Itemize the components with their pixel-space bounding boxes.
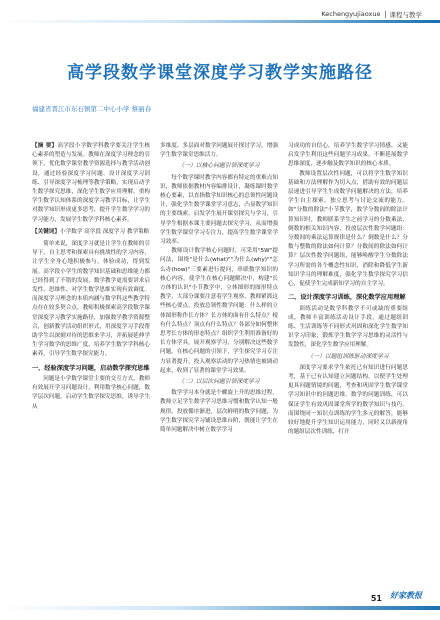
subsection-heading: （一）以题组训练驱动深度学习 — [307, 353, 389, 360]
abstract-text: 高学段小学数学科教学要关注学生核心素养的塑造与发展。教师在深度学习理念的引领下，优化数学课堂教学资源选择与教学活动创设，通过经验深度学习问题、设计深度学习训练、引导深度学习梳理等教学策略，实现启动学生数学探究思维，深化学生数学应用理解，重构学生数学认知体系的深度学习教学目标，让学生对数学知识形成更多思考，提升学生数学学习的学习能力，发展学生数学学科核心素养。 — [32, 143, 150, 223]
right-column — [288, 142, 408, 438]
left-column — [32, 142, 150, 412]
page-footer — [0, 592, 440, 610]
journal-name-cn: 课程与教学 — [389, 10, 422, 19]
abstract — [32, 142, 150, 225]
subsection-heading: （一）以核心问题引领深度学习 — [178, 163, 260, 170]
page-number: 51 — [370, 594, 382, 603]
paragraph: 训练活动是数学科教学不可或缺的重要组成，教师丰富训练活动设计手段，通过题组训练、生活训练等不同形式巩固和深化学生数学知识学习印象，锻炼学生数学学习思维的灵活性与发散性，深化学生数学应用理解。 — [288, 305, 408, 349]
section-heading: 一、经验深度学习问题，启动数学探究思维 — [32, 364, 150, 372]
publisher-logo: 好家教报 — [390, 590, 422, 600]
paragraph: 简单来说，深度学习就是让学生在教师的引导下，自主思考和探索具有挑战性的学习内容，让学生全身心地积极参与，体验成功，得到发展。高学段小学生的数学知识基础和思维能力都已经得到了不错的发展，数学教学更需要讲求启发性、思维性、对学生数学思维实现有效调度。而深度学习理念的本质内涵与数学科这些教学特点存在较多契合点，教师积极探索高学段数学课堂深度学习教学实施路径，加强数学教学资源整合，创新教学活动组织形式，用深度学习手段帮助学生以深刻对待的思维来学习，并拓展延伸学生学习数学的思维广度，培养学生数学学科核心素养，引导学生数学探究能力。 — [32, 241, 150, 358]
journal-name — [321, 10, 422, 19]
keywords — [32, 228, 150, 237]
header-stripe — [0, 20, 440, 23]
section-heading: 二、设计深度学习训练，深化数学应用理解 — [288, 294, 406, 302]
abstract-label: 【摘 要】 — [32, 143, 58, 149]
keywords-label: 【关键词】 — [32, 228, 60, 235]
subsection-heading: （二）以层次问题引领深度学习 — [178, 379, 260, 386]
journal-name-en: Kechengyujiaoxue — [321, 10, 381, 18]
middle-column — [160, 142, 278, 435]
keywords-text: 小学数学 高学段 深度学习 教学策略 — [59, 228, 150, 235]
paragraph: 教师设计数学核心问题时，可采用"5W"提问法，围绕"是什么(what)""为什么(why)""怎么办(how)"三要素进行提问，串联数学知识的核心内容，使学生在核心问题解决中，构建"长方体的认识"小节教学中，立体图形的图形特点教学，大部分课要注意着学生观察，教师紧抓这些核心要点，投放总领性数学问题：什么样的立体图形称作长方体？长方体的面有什么特点？棱有什么特点？顶点有什么特点？各部分如何整体思考长方体的形态特点？组织学生利用准备好的长方体学具，展开观察学习，分别解决这些数学问题。在核心问题的引领下，学生探究学习专注力显著提升，投入观察活动的学习热情也被调动起来，收到了显著的课堂学习效果。 — [160, 248, 278, 374]
paragraph: 数学学习本身就是个螺旋上升的思维过程，教师立足学生数学学习思维习惯和数学认知一般规律，投放循序渐进，层次鲜明的数学问题，为学生数学探究学习铺设思维台阶，既能让学生在简单问题解决中树立数学学习 — [160, 390, 278, 434]
paragraph: 问题是小学数学课堂主要的交互方式，教师有效展开学习问题设计，利用数学核心问题，数学层次问题，启动学生数学探究思维，诱导学生从 — [32, 376, 150, 410]
page-header — [0, 0, 440, 28]
journal-separator — [385, 11, 386, 18]
footer-stripe — [0, 606, 440, 610]
article-title: 高学段数学课堂深度学习教学实施路径 — [67, 63, 373, 83]
paragraph: 每个数学课时教学内容都有特定的重难点知识，教师依据教材内容编排设计，凝练课时数学核心要素，以直指数学知识核心的总领性问题设计，强化学生数学课堂学习意志，凸显数学知识的主要线索，启发学生展开课堂探究与学习，引导学生根据本课主要问题去探究学习，从而增强学生数学课堂学习专注力，提高学生数学课堂学习效率。 — [160, 174, 278, 246]
paragraph: 教师设置层次性问题，可以将学生数学知识基础和方法理解作为切入点，借助有效的问题层层递进引导学生生成数学问题解决的方法，培养学生自主探索、独立思考与讨论交流的能力。如"分数的除法"小节教学，数学分数间的除法计算知识时，教师联系学生之前学习的分数乘法，倒数的相关知识内容，投放层次性数学问题组：分数间的乘法运算规律是什么？倒数是什么？分数与整数的除法如何计算？分数间的除法如何计算？层次性数学问题组，能够唤醒学生分数除法学习所需的各个概念性知识，消除和降低学生新知识学习的理解难度，强化学生数学探究学习信心，促使学生完成新知学习的自主学习。 — [288, 170, 408, 288]
paragraph: 习成功的自信心，培养学生数学学习情感，又能启发学生利用这些问题学习成果，不断延展数学思维深度，逐步触及数学知识的核心本质。 — [288, 143, 408, 168]
paragraph: 多维度、多层面对数学问题展开探讨学习，增强学生数学课堂思维活力。 — [160, 143, 278, 159]
article-author: 福建省晋江市东石镇第二中心小学 蔡丽春 — [32, 105, 152, 113]
paragraph: 深度学习要求学生依托已有知识进行问题思考，基于已有认知建立问题结构，以便学生处理更具问题情境的问题，考查和巩固学生数学课堂学习知识中的问题思维。数学的问题训练，可以保证学生有效巩固课堂所学的数学知识与技巧。而围绕同一知识点训练的学生多元的解答，能够较好地提升学生知识运用能力，同时又以新视角的题组层次性训练，打开 — [288, 364, 408, 436]
